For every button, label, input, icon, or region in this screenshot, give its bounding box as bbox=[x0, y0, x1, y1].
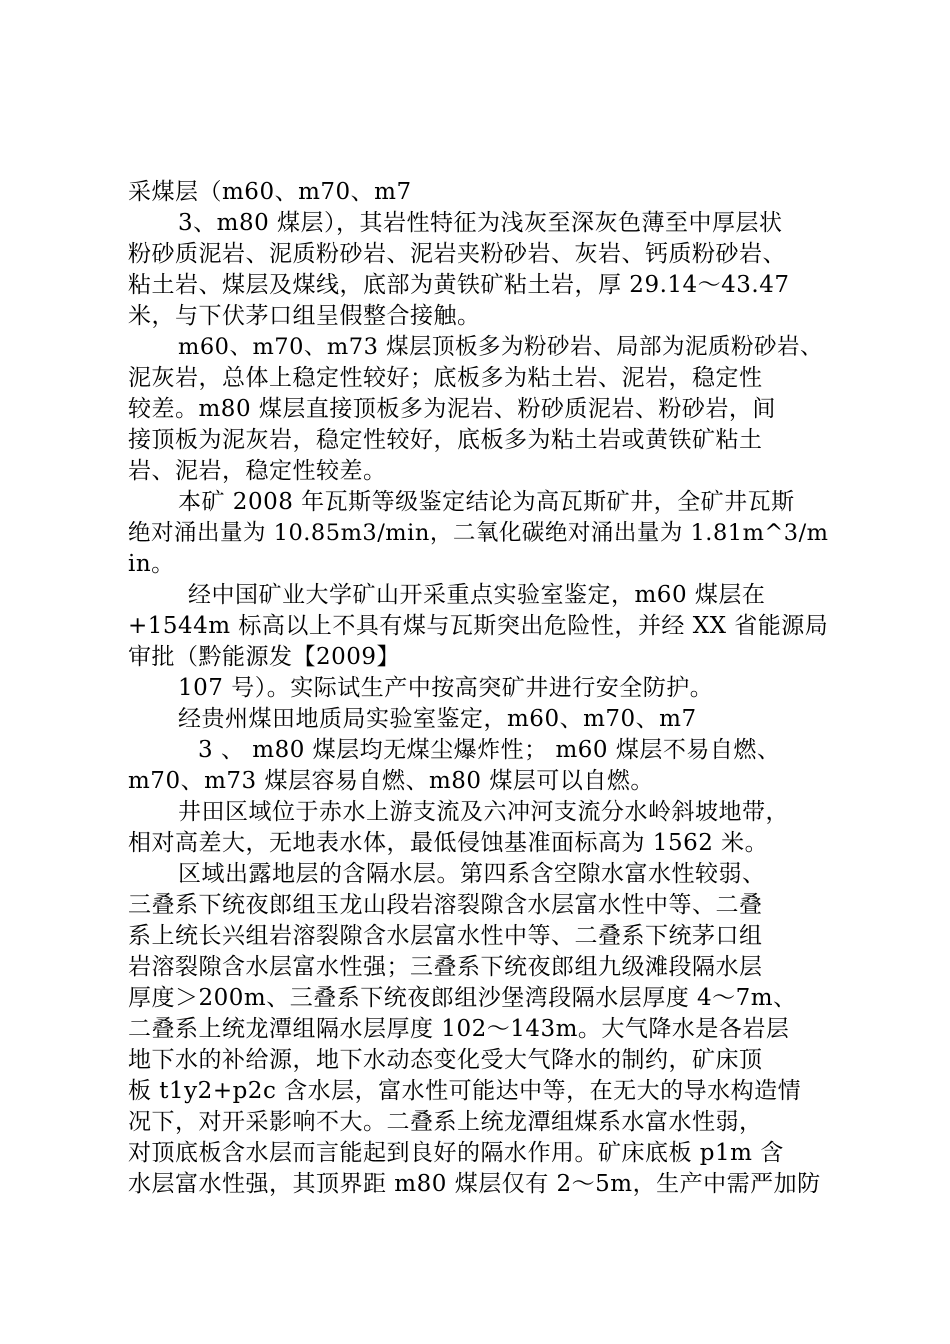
text-line: 系上统长兴组岩溶裂隙含水层富水性中等、二叠系下统茅口组 bbox=[128, 923, 763, 949]
text-line: 相对高差大，无地表水体，最低侵蚀基准面标高为 1562 米。 bbox=[128, 830, 769, 856]
text-line: 粘土岩、煤层及煤线，底部为黄铁矿粘土岩，厚 29.14～43.47 bbox=[128, 272, 790, 298]
text-line: 本矿 2008 年瓦斯等级鉴定结论为高瓦斯矿井，全矿井瓦斯 bbox=[178, 489, 795, 515]
text-line: 经中国矿业大学矿山开采重点实验室鉴定，m60 煤层在 bbox=[188, 582, 766, 608]
text-line: 岩溶裂隙含水层富水性强；三叠系下统夜郎组九级滩段隔水层 bbox=[128, 954, 763, 980]
text-line: 地下水的补给源，地下水动态变化受大气降水的制约，矿床顶 bbox=[128, 1047, 763, 1073]
text-line: 绝对涌出量为 10.85m3/min，二氧化碳绝对涌出量为 1.81m^3/m bbox=[128, 520, 829, 546]
text-line: 岩、泥岩，稳定性较差。 bbox=[128, 458, 387, 484]
text-line: 审批（黔能源发【2009】 bbox=[128, 644, 401, 670]
text-line: 3、m80 煤层），其岩性特征为浅灰至深灰色薄至中厚层状 bbox=[178, 210, 783, 236]
text-line: 区域出露地层的含隔水层。第四系含空隙水富水性较弱、 bbox=[178, 861, 766, 887]
text-line: 厚度＞200m、三叠系下统夜郎组沙堡湾段隔水层厚度 4～7m、 bbox=[128, 985, 797, 1011]
text-line: 采煤层（m60、m70、m7 bbox=[128, 179, 412, 205]
text-line: 况下，对开采影响不大。二叠系上统龙潭组煤系水富水性弱， bbox=[128, 1109, 763, 1135]
text-line: 对顶底板含水层而言能起到良好的隔水作用。矿床底板 p1m 含 bbox=[128, 1140, 784, 1166]
text-line: 米，与下伏茅口组呈假整合接触。 bbox=[128, 303, 481, 329]
text-line: 二叠系上统龙潭组隔水层厚度 102～143m。大气降水是各岩层 bbox=[128, 1016, 790, 1042]
text-line: 粉砂质泥岩、泥质粉砂岩、泥岩夹粉砂岩、灰岩、钙质粉砂岩、 bbox=[128, 241, 786, 267]
text-line: in。 bbox=[128, 551, 175, 577]
text-line: +1544m 标高以上不具有煤与瓦斯突出危险性，并经 XX 省能源局 bbox=[128, 613, 829, 639]
text-line: 3 、 m80 煤层均无煤尘爆炸性； m60 煤层不易自燃、 bbox=[198, 737, 781, 763]
text-line: 107 号）。实际试生产中按高突矿井进行安全防护。 bbox=[178, 675, 714, 701]
text-line: 经贵州煤田地质局实验室鉴定，m60、m70、m7 bbox=[178, 706, 697, 732]
text-line: 井田区域位于赤水上游支流及六冲河支流分水岭斜坡地带， bbox=[178, 799, 789, 825]
text-line: 泥灰岩，总体上稳定性较好；底板多为粘土岩、泥岩，稳定性 bbox=[128, 365, 763, 391]
text-line: m60、m70、m73 煤层顶板多为粉砂岩、局部为泥质粉砂岩、 bbox=[178, 334, 824, 360]
text-line: 接顶板为泥灰岩，稳定性较好，底板多为粘土岩或黄铁矿粘土 bbox=[128, 427, 763, 453]
text-line: 较差。m80 煤层直接顶板多为泥岩、粉砂质泥岩、粉砂岩，间 bbox=[128, 396, 776, 422]
text-line: 三叠系下统夜郎组玉龙山段岩溶裂隙含水层富水性中等、二叠 bbox=[128, 892, 763, 918]
text-line: 板 t1y2+p2c 含水层，富水性可能达中等，在无大的导水构造情 bbox=[128, 1078, 802, 1104]
text-line: m70、m73 煤层容易自燃、m80 煤层可以自燃。 bbox=[128, 768, 654, 794]
text-line: 水层富水性强，其顶界距 m80 煤层仅有 2～5m，生产中需严加防 bbox=[128, 1171, 821, 1197]
